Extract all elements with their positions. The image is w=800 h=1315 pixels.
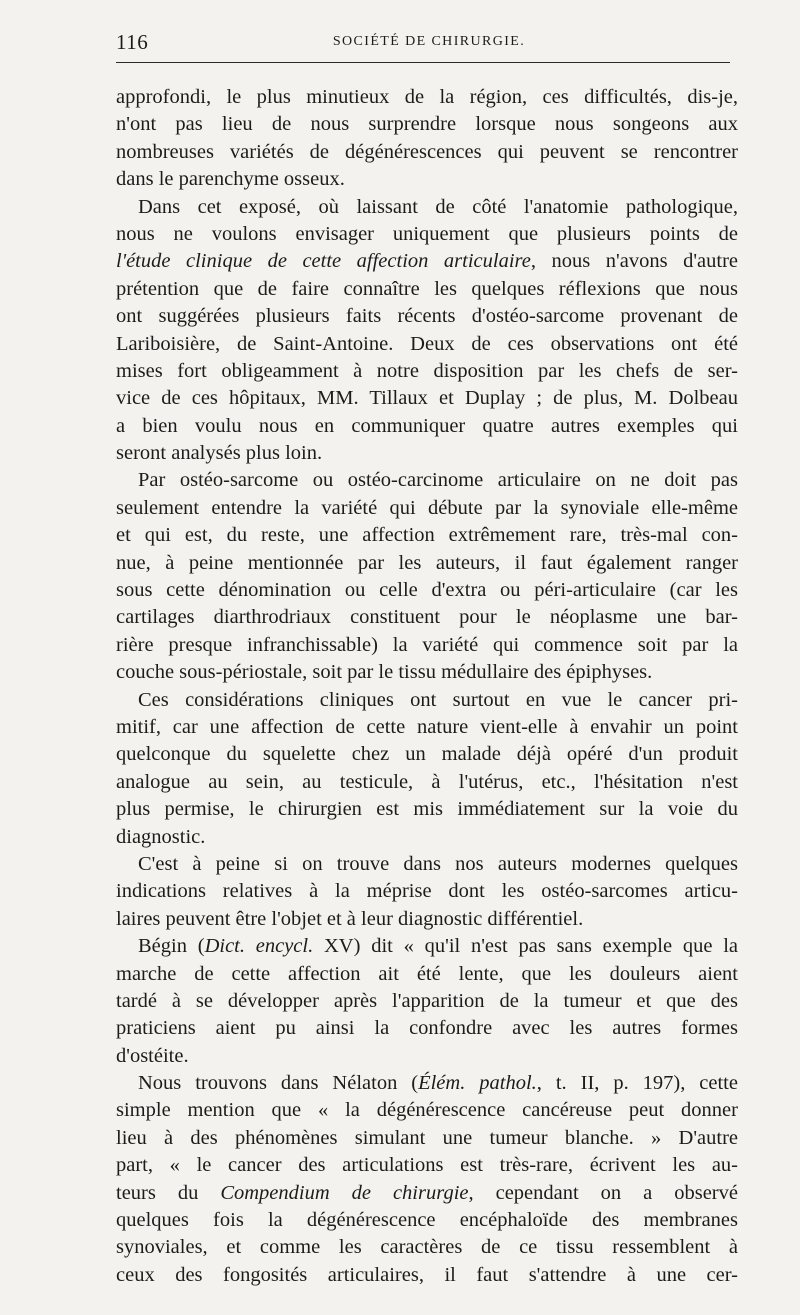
text-line: lieu à des phénomènes simulant une tumeur blanche. » D'autre: [116, 1126, 738, 1149]
text-line: sous cette dénomination ou celle d'extra ou péri-articulaire (car les: [116, 579, 738, 602]
text-run: Bégin (: [138, 935, 205, 958]
paragraph: [116, 687, 738, 851]
text-line: Ces considérations cliniques ont surtout en vue le cancer pri-: [138, 688, 738, 711]
text-line: Par ostéo-sarcome ou ostéo-carcinome articulaire on ne doit pas: [138, 469, 738, 492]
text-run: , t. II, p. 197), cette: [536, 1072, 738, 1095]
text-line: a bien voulu nous en communiquer quatre autres exemples qui: [116, 414, 738, 437]
text-line: marche de cette affection ait été lente, que les douleurs aient: [116, 962, 738, 985]
paragraph: [116, 1070, 738, 1289]
text-line: prétention que de faire connaître les quelques réflexions que nous: [116, 277, 738, 300]
page-number: 116: [116, 30, 149, 54]
paragraph: [116, 194, 738, 468]
text-line: mitif, car une affection de cette nature vient-elle à envahir un point: [116, 715, 738, 738]
text-line: indications relatives à la méprise dont les ostéo-sarcomes articu-: [116, 880, 738, 903]
text-line: rière presque infranchissable) la variété qui commence soit par la: [116, 633, 738, 656]
text-line: d'ostéite.: [116, 1044, 189, 1067]
text-line: couche sous-périostale, soit par le tissu médullaire des épiphyses.: [116, 661, 653, 684]
text-line: mises fort obligeamment à notre disposition par les chefs de ser-: [116, 359, 738, 382]
text-line: ceux des fongosités articulaires, il faut s'attendre à une cer-: [116, 1263, 738, 1286]
text-line: quelconque du squelette chez un malade déjà opéré d'un produit: [116, 743, 738, 766]
text-run: teurs du: [116, 1181, 221, 1204]
text-line: praticiens aient pu ainsi la confondre avec les autres formes: [116, 1017, 738, 1040]
paragraph: [116, 84, 738, 194]
text-line: [116, 1070, 738, 1097]
text-line: ont suggérées plusieurs faits récents d'ostéo-sarcome provenant de: [116, 305, 738, 328]
text-line: cartilages diarthrodriaux constituent pour le néoplasme une bar-: [116, 606, 738, 629]
italic-phrase: Dict. encycl.: [204, 935, 314, 958]
text-line: [116, 933, 738, 960]
text-line: synoviales, et comme les caractères de ce tissu ressemblent à: [116, 1236, 738, 1259]
italic-phrase: l'étude clinique de cette affection articulaire: [116, 250, 531, 273]
text-line: simple mention que « la dégénérescence cancéreuse peut donner: [116, 1099, 738, 1122]
paragraph: [116, 467, 738, 686]
text-line: quelques fois la dégénérescence encéphaloïde des membranes: [116, 1209, 738, 1232]
text-line: vice de ces hôpitaux, MM. Tillaux et Duplay ; de plus, M. Dolbeau: [116, 387, 738, 410]
text-line: plus permise, le chirurgien est mis immédiatement sur la voie du: [116, 798, 738, 821]
text-line: seront analysés plus loin.: [116, 442, 323, 465]
text-line: [116, 248, 738, 275]
text-line: part, « le cancer des articulations est très-rare, écrivent les au-: [116, 1154, 738, 1177]
text-line: [116, 1180, 738, 1207]
text-line: nue, à peine mentionnée par les auteurs, il faut également ranger: [116, 551, 738, 574]
text-run: , nous n'avons d'autre: [530, 250, 738, 273]
text-line: C'est à peine si on trouve dans nos auteurs modernes quelques: [138, 852, 738, 875]
text-line: laires peuvent être l'objet et à leur diagnostic différentiel.: [116, 907, 584, 930]
text-run: XV) dit « qu'il n'est pas sans exemple que la: [313, 935, 739, 958]
text-line: et qui est, du reste, une affection extrêmement rare, très-mal con-: [116, 524, 738, 547]
text-run: Nous trouvons dans Nélaton (: [138, 1072, 419, 1095]
page-header: [116, 28, 732, 58]
header-rule: [116, 62, 730, 63]
text-line: analogue au sein, au testicule, à l'utérus, etc., l'hésitation n'est: [116, 770, 738, 793]
text-line: tardé à se développer après l'apparition de la tumeur et que des: [116, 989, 738, 1012]
text-line: nombreuses variétés de dégénérescences qui peuvent se rencontrer: [116, 140, 738, 163]
text-line: Dans cet exposé, où laissant de côté l'anatomie pathologique,: [138, 195, 738, 218]
text-line: Lariboisière, de Saint-Antoine. Deux de ces observations ont été: [116, 332, 738, 355]
running-title: SOCIÉTÉ DE CHIRURGIE.: [332, 34, 526, 49]
text-line: seulement entendre la variété qui débute par la synoviale elle-même: [116, 496, 738, 519]
paragraph: [116, 933, 738, 1070]
italic-phrase: Compendium de chirurgie: [220, 1181, 469, 1204]
paragraph: [116, 851, 738, 933]
text-line: approfondi, le plus minutieux de la région, ces difficultés, dis-je,: [116, 86, 738, 108]
text-line: dans le parenchyme osseux.: [116, 168, 345, 191]
italic-phrase: Élém. pathol.: [418, 1072, 537, 1095]
text-line: nous ne voulons envisager uniquement que plusieurs points de: [116, 222, 738, 245]
text-line: diagnostic.: [116, 825, 206, 848]
body-text: [116, 84, 738, 1289]
text-line: n'ont pas lieu de nous surprendre lorsque nous songeons aux: [116, 113, 738, 136]
text-run: , cependant on a observé: [468, 1181, 738, 1204]
